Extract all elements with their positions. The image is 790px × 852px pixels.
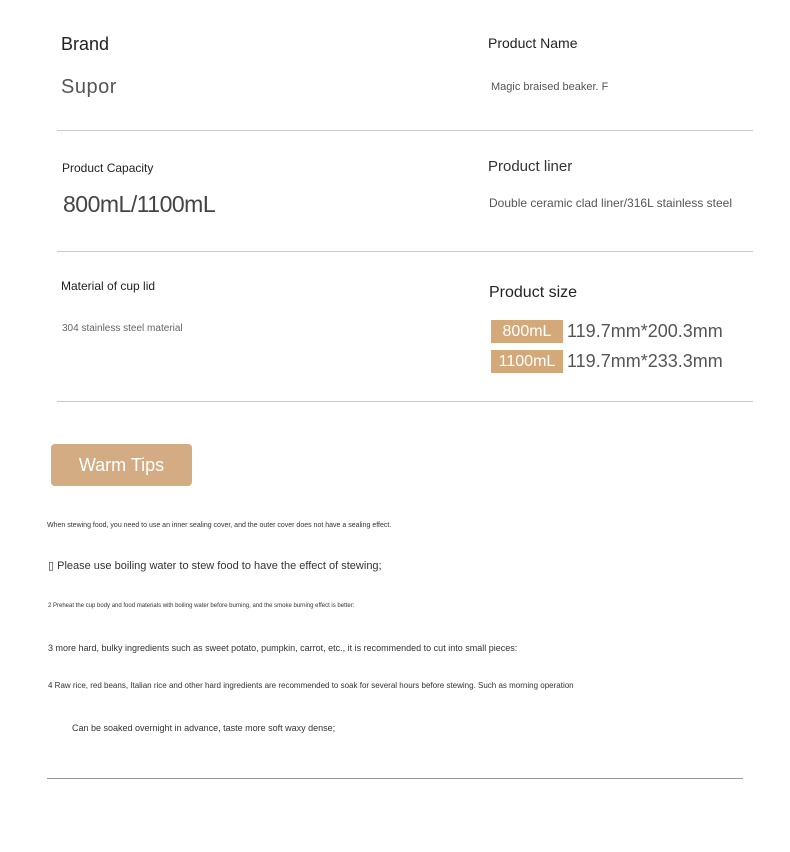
tip-line: When stewing food, you need to use an inner sealing cover, and the outer cover does not have a sealing effect.: [47, 522, 392, 529]
tip-line: 4 Raw rice, red beans, Italian rice and other hard ingredients are recommended to soak for several hours before stewing. Such as morning operation: [48, 681, 574, 690]
divider: [57, 401, 753, 402]
size-row-800: [491, 320, 723, 343]
brand-value: Supor: [61, 76, 117, 98]
lid-material-label: Material of cup lid: [61, 279, 156, 293]
product-name-value: Magic braised beaker. F: [491, 81, 609, 93]
tip-line: Can be soaked overnight in advance, taste more soft waxy dense;: [72, 723, 336, 733]
liner-value: Double ceramic clad liner/316L stainless steel: [489, 196, 733, 210]
size-dimensions: 119.7mm*233.3mm: [567, 351, 723, 371]
size-capacity-tag: 1100mL: [491, 350, 563, 373]
capacity-value: 800mL/1100mL: [63, 191, 216, 217]
divider: [47, 778, 743, 779]
divider: [57, 130, 753, 131]
size-row-1100: [491, 350, 723, 373]
lid-material-value: 304 stainless steel material: [62, 323, 183, 334]
size-capacity-tag: 800mL: [491, 320, 563, 343]
tip-line: 3 more hard, bulky ingredients such as sweet potato, pumpkin, carrot, etc., it is recommended to cut into small pieces:: [48, 643, 518, 653]
tip-line: ▯ Please use boiling water to stew food to have the effect of stewing;: [48, 560, 382, 572]
product-name-label: Product Name: [488, 35, 578, 51]
brand-label: Brand: [61, 34, 110, 54]
capacity-label: Product Capacity: [62, 161, 154, 175]
warm-tips-heading: Warm Tips: [51, 444, 192, 486]
size-dimensions: 119.7mm*200.3mm: [567, 321, 723, 341]
product-size-label: Product size: [489, 284, 578, 301]
liner-label: Product liner: [488, 158, 573, 175]
divider: [57, 251, 753, 252]
tip-line: 2 Preheat the cup body and food materials with boiling water before burning, and the smoke burning effect is better:: [48, 603, 355, 609]
